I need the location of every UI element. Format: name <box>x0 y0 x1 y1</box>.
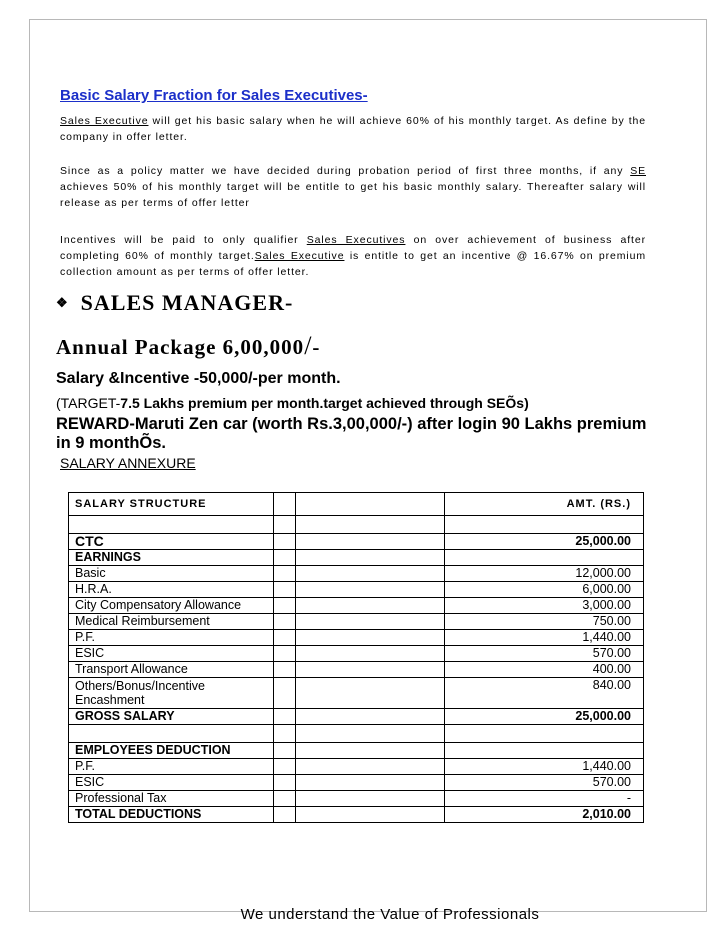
row-amount <box>445 743 644 759</box>
table-row <box>69 534 644 550</box>
target-line <box>56 395 529 411</box>
row-amount: 2,010.00 <box>445 807 644 823</box>
row-amount <box>445 725 644 743</box>
target-amount: 7.5 Lakhs <box>120 395 185 411</box>
row-amount: 12,000.00 <box>445 566 644 582</box>
row-label: GROSS SALARY <box>69 709 274 725</box>
row-amount <box>445 550 644 566</box>
row-label: H.R.A. <box>69 582 274 598</box>
title-text: SALES MANAGER- <box>80 290 294 315</box>
reward-line: REWARD-Maruti Zen car (worth Rs.3,00,000/-) after login 90 Lakhs premium in 9 monthÕs. <box>56 415 647 452</box>
row-label: EARNINGS <box>69 550 274 566</box>
table-row <box>69 678 644 709</box>
target-suffix: premium per month.target achieved through SEÕs) <box>184 395 529 411</box>
row-amount: 750.00 <box>445 614 644 630</box>
sales-executive-ref: Sales Executive <box>60 115 149 127</box>
table-row <box>69 775 644 791</box>
package-label: Annual Package 6,00,000 <box>56 335 305 359</box>
table-row <box>69 759 644 775</box>
row-label: Others/Bonus/Incentive Encashment <box>69 678 274 709</box>
paragraph-text: Since as a policy matter we have decided during probation period of first three months, if any <box>60 165 631 177</box>
footer-tagline: We understand the Value of Professionals <box>240 906 540 923</box>
row-amount: - <box>445 791 644 807</box>
row-label: ESIC <box>69 775 274 791</box>
row-amount: 1,440.00 <box>445 630 644 646</box>
row-amount: 25,000.00 <box>445 534 644 550</box>
row-label: City Compensatory Allowance <box>69 598 274 614</box>
package-slash: / <box>304 331 313 360</box>
row-amount: 6,000.00 <box>445 582 644 598</box>
annual-package <box>56 331 320 361</box>
row-amount: 570.00 <box>445 646 644 662</box>
table-row <box>69 791 644 807</box>
diamond-bullet-icon: ❖ <box>56 295 69 310</box>
paragraph-text: will get his basic salary when he will achieve 60% of his monthly target. As define by the company in offer letter. <box>60 115 646 143</box>
table-row <box>69 630 644 646</box>
salary-table <box>68 492 644 823</box>
table-row <box>69 516 644 534</box>
section-heading: Basic Salary Fraction for Sales Executives- <box>60 87 368 104</box>
target-prefix: (TARGET- <box>56 395 121 411</box>
table-row <box>69 709 644 725</box>
paragraph-text: Incentives will be paid to only qualifier <box>60 234 307 246</box>
paragraph-basic-salary <box>60 113 646 145</box>
paragraph-probation <box>60 163 646 211</box>
row-amount: 25,000.00 <box>445 709 644 725</box>
row-label: Professional Tax <box>69 791 274 807</box>
table-row <box>69 743 644 759</box>
row-label: P.F. <box>69 630 274 646</box>
package-suffix: - <box>312 335 321 359</box>
salary-annexure-title: SALARY ANNEXURE <box>60 455 196 471</box>
row-amount <box>445 516 644 534</box>
row-label <box>69 516 274 534</box>
row-label <box>69 725 274 743</box>
paragraph-text: is entitle to get an incentive @ 16.67% on premium collection amount as per terms of offer letter. <box>60 250 646 278</box>
paragraph-text: on over achievement of business after completing 60% of monthly target. <box>60 234 646 262</box>
row-label: P.F. <box>69 759 274 775</box>
row-label: ESIC <box>69 646 274 662</box>
row-amount: 570.00 <box>445 775 644 791</box>
row-label: CTC <box>69 534 274 550</box>
table-row <box>69 807 644 823</box>
table-row <box>69 598 644 614</box>
table-row <box>69 646 644 662</box>
row-label: EMPLOYEES DEDUCTION <box>69 743 274 759</box>
salary-incentive-line: Salary &Incentive -50,000/-per month. <box>56 370 341 387</box>
header-salary-structure: SALARY STRUCTURE <box>69 493 274 516</box>
table-row <box>69 725 644 743</box>
row-amount: 1,440.00 <box>445 759 644 775</box>
row-amount: 3,000.00 <box>445 598 644 614</box>
table-header-row <box>69 493 644 516</box>
row-label: TOTAL DEDUCTIONS <box>69 807 274 823</box>
sales-executives-ref: Sales Executives <box>306 234 406 246</box>
row-label: Basic <box>69 566 274 582</box>
paragraph-incentives <box>60 232 646 280</box>
table-row <box>69 614 644 630</box>
se-ref: SE <box>630 165 646 177</box>
row-amount: 840.00 <box>445 678 644 709</box>
header-amount: AMT. (RS.) <box>445 493 644 516</box>
sales-manager-title <box>56 290 293 316</box>
row-amount: 400.00 <box>445 662 644 678</box>
row-label: Medical Reimbursement <box>69 614 274 630</box>
table-row <box>69 662 644 678</box>
table-row <box>69 582 644 598</box>
paragraph-text: achieves 50% of his monthly target will be entitle to get his basic monthly salary. Thereafter salary will release as per terms of offer letter <box>60 181 646 209</box>
table-row <box>69 550 644 566</box>
sales-executive-ref: Sales Executive <box>254 250 345 262</box>
row-label: Transport Allowance <box>69 662 274 678</box>
table-row <box>69 566 644 582</box>
